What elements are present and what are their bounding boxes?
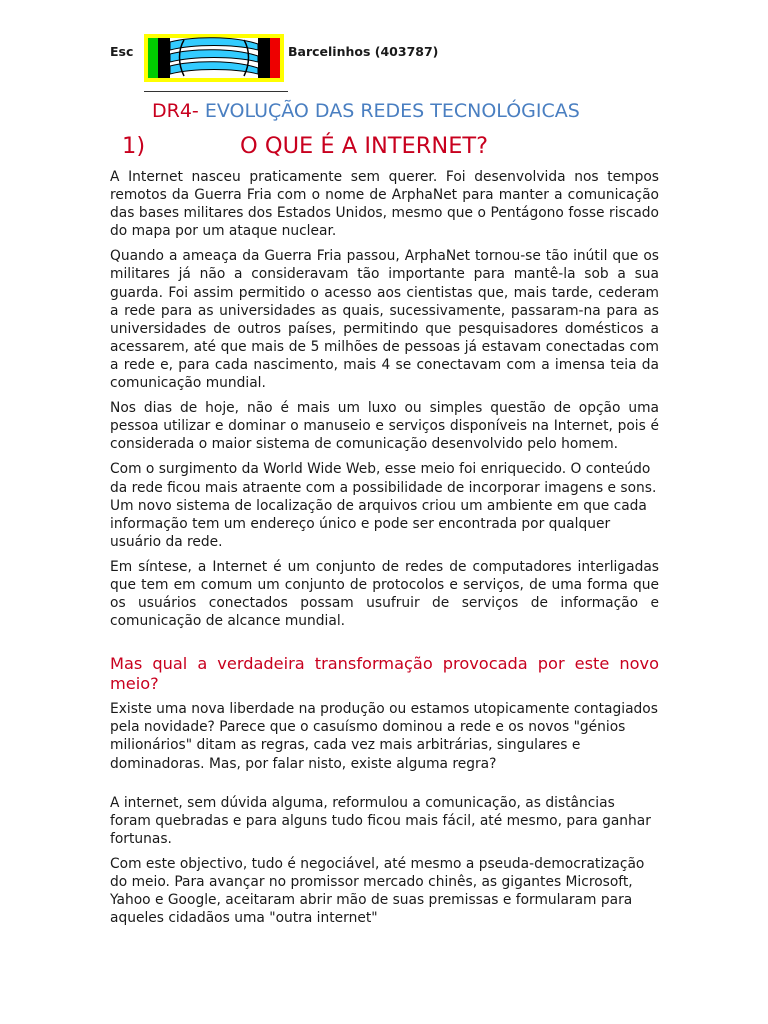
document-body	[110, 168, 659, 934]
school-name-start: Esc	[110, 44, 134, 59]
school-name-end: Barcelinhos (403787)	[288, 44, 439, 59]
section-number: 1)	[122, 133, 146, 159]
paragraph: A Internet nasceu praticamente sem querer. Foi desenvolvida nos tempos remotos da Guerra Fria com o nome de ArphaNet para manter a comunicação das bases militares dos Estados Unidos, mesmo que o Pentágono fosse riscado do mapa por um ataque nuclear.	[110, 169, 659, 240]
paragraph: Em síntese, a Internet é um conjunto de redes de computadores interligadas que tem em comum um conjunto de protocolos e serviços, de uma forma que os usuários conectados possam usufruir de serviços de informação e comunicação de alcance mundial.	[110, 558, 659, 630]
header-divider	[144, 91, 288, 92]
school-logo-icon	[144, 34, 284, 82]
page-title	[152, 100, 580, 122]
paragraph: Nos dias de hoje, não é mais um luxo ou simples questão de opção uma pessoa utilizar e dominar o manuseio e serviços disponíveis na Internet, pois é considerada o maior sistema de comunicação desenvolvido pelo homem.	[110, 400, 659, 453]
paragraph: A internet, sem dúvida alguma, reformulou a comunicação, as distâncias foram quebradas e para alguns tudo ficou mais fácil, até mesmo, para ganhar fortunas.	[110, 794, 651, 847]
title-prefix: DR4-	[152, 100, 199, 122]
section-question: O QUE É A INTERNET?	[240, 133, 489, 159]
section-heading: Mas qual a verdadeira transformação provocada por este novo meio?	[110, 654, 659, 694]
paragraph: Existe uma nova liberdade na produção ou estamos utopicamente contagiados pela novidade? Parece que o casuísmo dominou a rede e os novos "génios milionários" ditam as regras, cada vez mais arbitrárias, singulares e dominadoras. Mas, por falar nisto, existe alguma regra?	[110, 701, 658, 772]
paragraph: Quando a ameaça da Guerra Fria passou, ArphaNet tornou-se tão inútil que os militares já não a consideravam tão importante para mantê-la sob a sua guarda. Foi assim permitido o acesso aos cientistas que, mais tarde, cederam a rede para as universidades as quais, sucessivamente, passaram-na para as universidades de outros países, permitindo que pesquisadores domésticos a acessarem, até que mais de 5 milhões de pessoas já estavam conectadas com a rede e, para cada nascimento, mais 4 se conectavam com a imensa teia da comunicação mundial.	[110, 248, 659, 392]
title-text: EVOLUÇÃO DAS REDES TECNOLÓGICAS	[204, 100, 580, 122]
paragraph: Com o surgimento da World Wide Web, esse meio foi enriquecido. O conteúdo da rede ficou mais atraente com a possibilidade de incorporar imagens e sons. Um novo sistema de localização de arquivos criou um ambiente em que cada informação tem um endereço único e pode ser encontrada por qualquer usuário da rede.	[110, 461, 657, 550]
paragraph: Com este objectivo, tudo é negociável, até mesmo a pseuda-democratização do meio. Para avançar no promissor mercado chinês, as gigantes Microsoft, Yahoo e Google, aceitaram abrir mão de suas premissas e formularam para aqueles cidadãos uma "outra internet"	[110, 855, 645, 927]
